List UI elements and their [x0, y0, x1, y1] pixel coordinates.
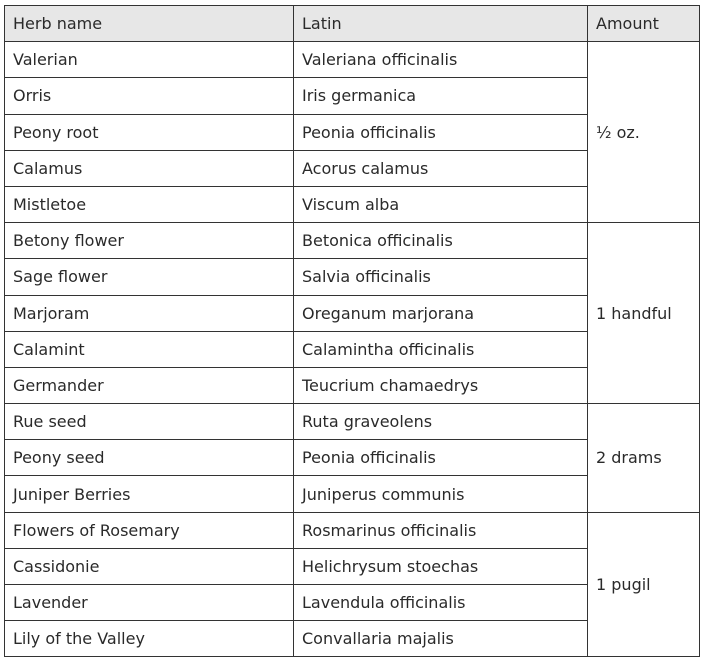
latin-name-cell: Juniperus communis: [294, 476, 588, 512]
herb-name-cell: Flowers of Rosemary: [5, 512, 294, 548]
latin-name-cell: Helichrysum stoechas: [294, 548, 588, 584]
herb-name-cell: Lavender: [5, 585, 294, 621]
amount-cell: 1 pugil: [588, 512, 700, 657]
herb-name-cell: Betony flower: [5, 223, 294, 259]
herb-name-cell: Peony root: [5, 114, 294, 150]
herb-name-cell: Calamint: [5, 331, 294, 367]
latin-name-cell: Betonica officinalis: [294, 223, 588, 259]
herb-name-cell: Juniper Berries: [5, 476, 294, 512]
latin-name-cell: Convallaria majalis: [294, 621, 588, 657]
herb-name-cell: Lily of the Valley: [5, 621, 294, 657]
herb-name-cell: Peony seed: [5, 440, 294, 476]
latin-name-cell: Peonia officinalis: [294, 440, 588, 476]
amount-cell: 1 handful: [588, 223, 700, 404]
herb-name-cell: Rue seed: [5, 404, 294, 440]
latin-name-cell: Ruta graveolens: [294, 404, 588, 440]
header-herb-name: Herb name: [5, 6, 294, 42]
table-row: [5, 512, 700, 548]
latin-name-cell: Lavendula officinalis: [294, 585, 588, 621]
herb-table: [4, 5, 700, 657]
herb-name-cell: Valerian: [5, 42, 294, 78]
header-row: [5, 6, 700, 42]
herb-name-cell: Orris: [5, 78, 294, 114]
table-row: [5, 404, 700, 440]
table-row: [5, 42, 700, 78]
latin-name-cell: Teucrium chamaedrys: [294, 367, 588, 403]
herb-name-cell: Marjoram: [5, 295, 294, 331]
latin-name-cell: Rosmarinus officinalis: [294, 512, 588, 548]
header-amount: Amount: [588, 6, 700, 42]
latin-name-cell: Valeriana officinalis: [294, 42, 588, 78]
amount-cell: 2 drams: [588, 404, 700, 513]
table-body: [5, 42, 700, 657]
herb-name-cell: Germander: [5, 367, 294, 403]
table-row: [5, 223, 700, 259]
latin-name-cell: Salvia officinalis: [294, 259, 588, 295]
latin-name-cell: Peonia officinalis: [294, 114, 588, 150]
latin-name-cell: Oreganum marjorana: [294, 295, 588, 331]
herb-name-cell: Sage flower: [5, 259, 294, 295]
latin-name-cell: Calamintha officinalis: [294, 331, 588, 367]
herb-name-cell: Cassidonie: [5, 548, 294, 584]
latin-name-cell: Viscum alba: [294, 186, 588, 222]
latin-name-cell: Iris germanica: [294, 78, 588, 114]
latin-name-cell: Acorus calamus: [294, 150, 588, 186]
herb-name-cell: Mistletoe: [5, 186, 294, 222]
herb-name-cell: Calamus: [5, 150, 294, 186]
header-latin: Latin: [294, 6, 588, 42]
amount-cell: ½ oz.: [588, 42, 700, 223]
